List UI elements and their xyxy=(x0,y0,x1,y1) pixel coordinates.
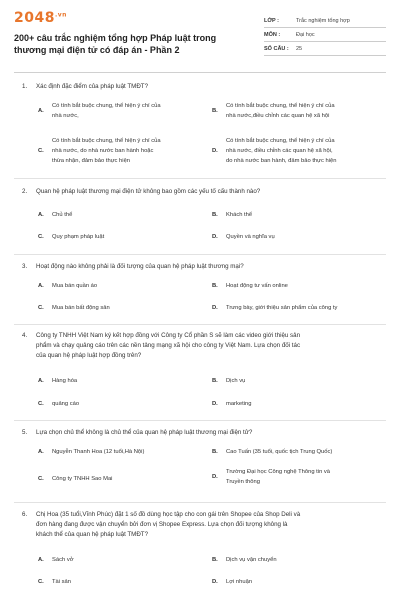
option-letter: C. xyxy=(38,579,44,585)
option-letter: A. xyxy=(38,212,44,218)
info-label: LỚP : xyxy=(264,17,279,24)
option-letter: A. xyxy=(38,283,44,289)
option-letter: C. xyxy=(38,148,44,154)
option-letter: B. xyxy=(212,108,218,114)
option-text: Chủ thể xyxy=(52,212,73,218)
info-label: MÔN : xyxy=(264,31,281,38)
page-header xyxy=(14,10,386,70)
option-letter: C. xyxy=(38,476,44,482)
option-letter: D. xyxy=(212,148,218,154)
option-text: Trưng bày, giới thiệu sản phẩm của công ty xyxy=(226,305,338,311)
option-text: Có tính bắt buộc chung, thể hiện ý chí của xyxy=(226,103,335,109)
option-letter: C. xyxy=(38,401,44,407)
option-letter: A. xyxy=(38,557,44,563)
question-text: Lựa chọn chủ thể không là chủ thể của quan hệ pháp luật thương mại điện tử? xyxy=(36,429,253,436)
info-row-count xyxy=(264,42,386,56)
question-text: Hoạt động nào không phải là đối tượng của quan hệ pháp luật thương mại? xyxy=(36,263,244,270)
option-text: Mua bán quần áo xyxy=(52,283,98,289)
question-divider xyxy=(14,178,386,179)
logo-suffix: .vn xyxy=(54,11,67,19)
option-letter: B. xyxy=(212,449,218,455)
option-text: marketing xyxy=(226,401,252,407)
option-text: Trường Đại học Công nghệ Thông tin và xyxy=(226,469,331,475)
question-number: 2. xyxy=(22,188,28,195)
info-row-subject xyxy=(264,28,386,42)
option-letter: D. xyxy=(212,474,218,480)
info-panel xyxy=(264,14,386,56)
info-value: Trắc nghiệm tổng hợp xyxy=(296,17,350,24)
option-text: Có tính bắt buộc chung, thể hiện ý chí của xyxy=(52,103,161,109)
page-title: 200+ câu trắc nghiệm tổng hợp Pháp luật trong thương mại điện tử có đáp án - Phần 2 xyxy=(14,33,217,55)
option-text: Tài sản xyxy=(52,579,72,585)
option-letter: D. xyxy=(212,579,218,585)
logo-text: 2048 xyxy=(14,10,55,26)
option-text: do nhà nước ban hành, đảm bảo thực hiện xyxy=(226,158,337,164)
option-letter: D. xyxy=(212,234,218,240)
info-value: 25 xyxy=(296,45,303,52)
option-letter: D. xyxy=(212,401,218,407)
option-text: nhà nước, do nhà nước ban hành hoặc xyxy=(52,148,154,154)
site-logo[interactable] xyxy=(14,10,67,26)
option-text: thừa nhận, đảm bảo thực hiện xyxy=(52,158,131,164)
option-letter: B. xyxy=(212,557,218,563)
option-letter: C. xyxy=(38,305,44,311)
option-text: Cao Tuấn (35 tuổi, quốc tịch Trung Quốc) xyxy=(226,449,333,455)
option-letter: A. xyxy=(38,108,44,114)
option-text: Công ty TNHH Sao Mai xyxy=(52,476,113,482)
question-number: 5. xyxy=(22,429,28,436)
option-letter: B. xyxy=(212,378,218,384)
question-text: Chị Hoa (35 tuổi,Vĩnh Phúc) đặt 1 số đồ dùng học tập cho con gái trên Shopee của Shop Deli và xyxy=(36,511,301,518)
option-text: Hàng hóa xyxy=(52,378,78,384)
question-text: Quan hệ pháp luật thương mại điện tử không bao gồm các yếu tố cấu thành nào? xyxy=(36,188,261,195)
question-text: của quan hệ pháp luật hợp đồng trên? xyxy=(36,352,142,359)
question-divider xyxy=(14,254,386,255)
question-number: 6. xyxy=(22,511,28,518)
info-label: SỐ CÂU : xyxy=(264,45,289,52)
option-text: Có tính bắt buộc chung, thể hiện ý chí của xyxy=(226,138,335,144)
option-text: Hoạt động tư vấn online xyxy=(226,283,288,289)
option-text: Lợi nhuận xyxy=(226,579,253,585)
question-divider xyxy=(14,502,386,503)
header-divider xyxy=(14,72,386,73)
option-text: Truyền thông xyxy=(226,479,260,485)
option-text: Quy phạm pháp luật xyxy=(52,234,105,240)
option-text: Quyền và nghĩa vụ xyxy=(226,234,275,240)
question-text: khách thể của quan hệ pháp luật TMĐT? xyxy=(36,531,149,538)
question-text: phẩm và chạy quảng cáo trên các nền tảng mạng xã hội cho công ty Việt Nam. Lựa chọn đối tác xyxy=(36,342,301,349)
option-text: nhà nước, điều chỉnh các quan hệ xã hội, xyxy=(226,148,333,154)
question-number: 4. xyxy=(22,332,28,339)
option-text: Dịch vụ vận chuyển xyxy=(226,557,277,563)
option-letter: B. xyxy=(212,283,218,289)
option-text: Có tính bắt buộc chung, thể hiện ý chí của xyxy=(52,138,161,144)
info-row-class xyxy=(264,14,386,28)
question-text: Xác định đặc điểm của pháp luật TMĐT? xyxy=(36,83,149,90)
option-letter: D. xyxy=(212,305,218,311)
question-number: 3. xyxy=(22,263,28,270)
info-value: Đại học xyxy=(296,31,315,38)
option-letter: C. xyxy=(38,234,44,240)
option-text: quảng cáo xyxy=(52,401,80,407)
question-number: 1. xyxy=(22,83,28,90)
option-text: Sách vở xyxy=(52,557,74,563)
option-text: Nguyễn Thanh Hoa (12 tuổi,Hà Nội) xyxy=(52,449,145,455)
option-text: Dịch vụ xyxy=(226,378,246,384)
question-divider xyxy=(14,324,386,325)
option-text: Khách thể xyxy=(226,212,253,218)
option-text: nhà nước,điều chỉnh các quan hệ xã hội xyxy=(226,113,330,119)
question-text: Công ty TNHH Việt Nam ký kết hợp đồng với Công ty Cổ phần S sẽ làm các video giới thiệu sản xyxy=(36,332,301,339)
question-text: đơn hàng đang được vận chuyển bởi đơn vị Shopee Express. Lựa chọn đối tượng không là xyxy=(36,521,288,528)
question-divider xyxy=(14,420,386,421)
option-letter: A. xyxy=(38,378,44,384)
option-text: nhà nước, xyxy=(52,113,79,119)
option-letter: A. xyxy=(38,449,44,455)
option-letter: B. xyxy=(212,212,218,218)
option-text: Mua bán bất động sản xyxy=(52,305,110,311)
